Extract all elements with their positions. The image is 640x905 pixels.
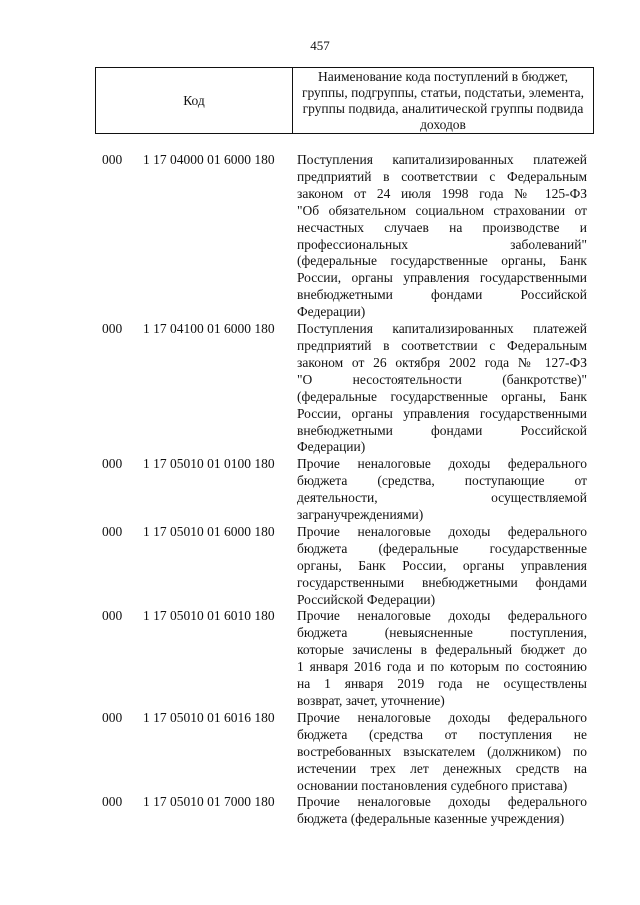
page-number: 457 bbox=[310, 38, 330, 53]
table-header bbox=[95, 67, 594, 134]
description-line: (федеральные государственные органы, Банк bbox=[297, 253, 587, 269]
description-line: законом от 26 октября 2002 года № 127-ФЗ bbox=[297, 354, 587, 370]
description-line: бюджета (федеральные казенные учреждения) bbox=[297, 811, 565, 827]
description-line: загранучреждениями) bbox=[297, 507, 424, 523]
description-line: бюджета (невыясненные поступления, bbox=[297, 625, 587, 641]
description-line: (федеральные государственные органы, Банк bbox=[297, 388, 587, 404]
description-line: Федерации) bbox=[297, 304, 366, 320]
description-line: законом от 24 июля 1998 года № 125-ФЗ bbox=[297, 185, 587, 201]
description-line: бюджета (средства от поступления не bbox=[297, 726, 587, 742]
description-line: органы, Банк России, органы управления bbox=[297, 557, 587, 573]
description-line: "Об обязательном социальном страховании от bbox=[297, 202, 587, 218]
description-line: деятельности, осуществляемой bbox=[297, 490, 587, 506]
description-line: истечении трех лет денежных средств на bbox=[297, 760, 587, 776]
description-line: бюджета (средства, поступающие от bbox=[297, 473, 587, 489]
row-code: 1 17 05010 01 7000 180 bbox=[143, 794, 275, 810]
description-line: бюджета (федеральные государственные bbox=[297, 540, 587, 556]
description-line: государственными внебюджетными фондами bbox=[297, 574, 587, 590]
description-line: внебюджетными фондами Российской bbox=[297, 287, 587, 303]
row-description bbox=[297, 794, 587, 828]
description-line: Российской Федерации) bbox=[297, 591, 436, 607]
table-body bbox=[0, 152, 640, 828]
table-row bbox=[0, 710, 640, 795]
description-line: Прочие неналоговые доходы федерального bbox=[297, 456, 587, 472]
description-line: Федерации) bbox=[297, 439, 366, 455]
description-line: предприятий в соответствии с Федеральным bbox=[297, 168, 587, 184]
row-number: 000 bbox=[102, 794, 123, 810]
row-code: 1 17 05010 01 6010 180 bbox=[143, 608, 275, 624]
table-row bbox=[0, 794, 640, 828]
description-line: на 1 января 2019 года не осуществлены bbox=[297, 676, 587, 692]
table-row bbox=[0, 608, 640, 709]
description-line: предприятий в соответствии с Федеральным bbox=[297, 337, 587, 353]
description-line: востребованных взыскателем (должником) по bbox=[297, 743, 587, 759]
description-line: России, органы управления государственными bbox=[297, 405, 587, 421]
row-code: 1 17 04000 01 6000 180 bbox=[143, 152, 275, 167]
description-line: Прочие неналоговые доходы федерального bbox=[297, 709, 587, 725]
row-number: 000 bbox=[102, 709, 123, 725]
description-line: 1 января 2016 года и по которым по состоянию bbox=[297, 659, 587, 675]
row-code: 1 17 04100 01 6000 180 bbox=[143, 321, 275, 337]
row-description bbox=[297, 152, 587, 321]
description-line: Поступления капитализированных платежей bbox=[297, 152, 587, 167]
description-line: Прочие неналоговые доходы федерального bbox=[297, 608, 587, 624]
description-line: "О несостоятельности (банкротстве)" bbox=[297, 371, 587, 387]
row-description bbox=[297, 524, 587, 609]
table-row bbox=[0, 321, 640, 456]
description-line: профессиональных заболеваний" bbox=[297, 236, 587, 252]
description-line: Прочие неналоговые доходы федерального bbox=[297, 523, 587, 539]
description-line: внебюджетными фондами Российской bbox=[297, 422, 587, 438]
row-code: 1 17 05010 01 0100 180 bbox=[143, 456, 275, 472]
description-line: России, органы управления государственными bbox=[297, 270, 587, 286]
header-name-label: Наименование кода поступлений в бюджет, группы, подгруппы, статьи, подстатьи, элемента, группы подвида, аналитической группы подвида доходов bbox=[301, 69, 585, 132]
table-row bbox=[0, 456, 640, 524]
row-number: 000 bbox=[102, 456, 123, 472]
row-number: 000 bbox=[102, 523, 123, 539]
row-description bbox=[297, 710, 587, 795]
row-description bbox=[297, 321, 587, 456]
description-line: Прочие неналоговые доходы федерального bbox=[297, 794, 587, 810]
header-code-label: Код bbox=[96, 68, 293, 133]
description-line: несчастных случаев на производстве и bbox=[297, 219, 587, 235]
description-line: основании постановления судебного пристава) bbox=[297, 777, 568, 793]
row-code: 1 17 05010 01 6000 180 bbox=[143, 523, 275, 539]
row-number: 000 bbox=[102, 321, 123, 337]
row-number: 000 bbox=[102, 152, 123, 167]
row-number: 000 bbox=[102, 608, 123, 624]
row-description bbox=[297, 608, 587, 709]
description-line: которые зачислены в федеральный бюджет до bbox=[297, 642, 587, 658]
description-line: возврат, зачет, уточнение) bbox=[297, 693, 445, 708]
table-row bbox=[0, 152, 640, 321]
row-code: 1 17 05010 01 6016 180 bbox=[143, 709, 275, 725]
row-description bbox=[297, 456, 587, 524]
description-line: Поступления капитализированных платежей bbox=[297, 321, 587, 337]
table-row bbox=[0, 524, 640, 609]
